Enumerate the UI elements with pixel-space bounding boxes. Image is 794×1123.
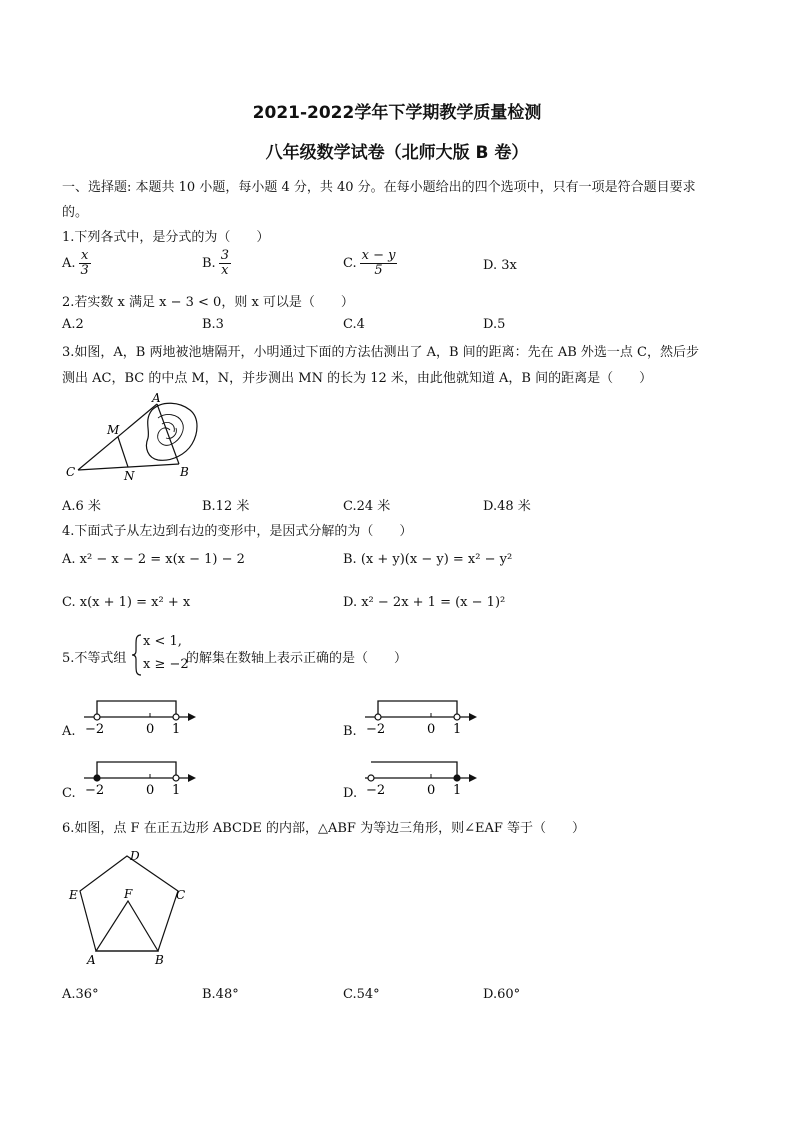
q5-c-tick-neg2: −2 bbox=[85, 783, 105, 798]
q5-option-b-numberline bbox=[361, 696, 481, 738]
q6-option-b: B.48° bbox=[202, 987, 239, 1002]
q1-b-denominator: x bbox=[221, 263, 229, 278]
q6-label-e: E bbox=[69, 888, 78, 902]
q3-option-c: C.24 米 bbox=[343, 499, 391, 514]
q6-option-a: A.36° bbox=[62, 987, 99, 1002]
q5-option-a-numberline bbox=[80, 696, 200, 738]
q2-option-a: A.2 bbox=[62, 317, 84, 332]
q3-label-m: M bbox=[107, 423, 120, 437]
q1-a-denominator: 3 bbox=[80, 263, 89, 278]
q5-b-tick-neg2: −2 bbox=[366, 722, 386, 737]
section-intro-line2: 的。 bbox=[62, 205, 89, 220]
q3-segment-ca bbox=[78, 404, 157, 470]
q4-option-b: B. (x + y)(x − y) = x² − y² bbox=[343, 552, 513, 567]
q5-stem-prefix: 5.不等式组 bbox=[62, 651, 127, 666]
q1-option-a-fraction bbox=[79, 249, 91, 278]
q3-option-b: B.12 米 bbox=[202, 499, 250, 514]
q4-stem: 4.下面式子从左边到右边的变形中，是因式分解的为（ ） bbox=[62, 524, 413, 539]
q5-stem-suffix: 的解集在数轴上表示正确的是（ ） bbox=[186, 651, 408, 666]
q6-equilateral-triangle bbox=[96, 901, 158, 951]
q1-option-b-label: B. bbox=[202, 256, 216, 271]
q3-option-d: D.48 米 bbox=[483, 499, 531, 514]
q1-option-c-label: C. bbox=[343, 256, 357, 271]
q4-option-d: D. x² − 2x + 1 = (x − 1)² bbox=[343, 595, 506, 610]
q5-option-d-numberline bbox=[361, 757, 481, 799]
q1-option-b bbox=[202, 249, 231, 278]
q1-option-a-label: A. bbox=[62, 256, 76, 271]
q5-a-tick-1: 1 bbox=[172, 722, 181, 737]
q5-option-c-numberline bbox=[80, 757, 200, 799]
q1-option-d: D. 3x bbox=[483, 258, 517, 273]
q2-stem: 2.若实数 x 满足 x − 3 < 0，则 x 可以是（ ） bbox=[62, 295, 354, 310]
q5-c-tick-1: 1 bbox=[172, 783, 181, 798]
q5-a-tick-neg2: −2 bbox=[85, 722, 105, 737]
q3-stem-line2: 测出 AC，BC 的中点 M，N，并步测出 MN 的长为 12 米，由此他就知道 A，B 间的距离是（ ） bbox=[62, 371, 653, 386]
q5-system-line1: x < 1, bbox=[143, 634, 182, 649]
q1-stem: 1.下列各式中，是分式的为（ ） bbox=[62, 230, 270, 245]
exam-title: 2021-2022学年下学期教学质量检测 bbox=[252, 103, 542, 123]
q5-system-brace bbox=[130, 633, 144, 677]
q1-c-denominator: 5 bbox=[374, 263, 383, 278]
q5-a-tick-0: 0 bbox=[146, 722, 155, 737]
q2-option-b: B.3 bbox=[202, 317, 224, 332]
q3-option-a: A.6 米 bbox=[62, 499, 101, 514]
q6-label-c: C bbox=[176, 888, 186, 902]
q3-label-c: C bbox=[66, 465, 76, 479]
q6-pentagon-figure bbox=[62, 845, 202, 970]
q1-a-numerator: x bbox=[79, 249, 91, 264]
exam-subtitle: 八年级数学试卷（北师大版 B 卷） bbox=[265, 143, 529, 163]
q5-d-tick-1: 1 bbox=[453, 783, 462, 798]
q1-b-numerator: 3 bbox=[220, 248, 229, 263]
q4-option-c: C. x(x + 1) = x² + x bbox=[62, 595, 191, 610]
q5-c-tick-0: 0 bbox=[146, 783, 155, 798]
q3-pond-shape bbox=[146, 403, 197, 460]
q5-option-d-label: D. bbox=[343, 786, 358, 801]
q4-option-a: A. x² − x − 2 = x(x − 1) − 2 bbox=[62, 552, 245, 567]
q6-stem: 6.如图，点 F 在正五边形 ABCDE 的内部，△ABF 为等边三角形，则∠EAF 等于（ ） bbox=[62, 821, 586, 836]
q5-option-c-label: C. bbox=[62, 786, 76, 801]
q2-option-d: D.5 bbox=[483, 317, 506, 332]
q5-d-tick-neg2: −2 bbox=[366, 783, 386, 798]
q3-segment-mn bbox=[118, 437, 128, 467]
q2-option-c: C.4 bbox=[343, 317, 365, 332]
q6-label-b: B bbox=[155, 953, 164, 967]
q1-c-numerator: x − y bbox=[361, 248, 396, 263]
q5-option-a-label: A. bbox=[62, 724, 76, 739]
q3-label-a: A bbox=[152, 391, 161, 405]
q3-stem-line1: 3.如图，A，B 两地被池塘隔开，小明通过下面的方法估测出了 A，B 间的距离：先在 AB 外选一点 C，然后步 bbox=[62, 345, 699, 360]
q1-option-c bbox=[343, 249, 397, 278]
q1-option-c-fraction bbox=[360, 249, 398, 278]
q6-label-d: D bbox=[130, 849, 140, 863]
q5-b-tick-1: 1 bbox=[453, 722, 462, 737]
q6-label-f: F bbox=[124, 887, 133, 901]
section-intro-line1: 一、选择题: 本题共 10 小题，每小题 4 分，共 40 分。在每小题给出的四个选项中，只有一项是符合题目要求 bbox=[62, 180, 696, 195]
q6-option-c: C.54° bbox=[343, 987, 380, 1002]
q5-system-line2: x ≥ −2 bbox=[143, 657, 189, 672]
q1-option-b-fraction bbox=[219, 249, 231, 278]
q1-option-a bbox=[62, 249, 91, 278]
q5-option-b-label: B. bbox=[343, 724, 357, 739]
q5-d-tick-0: 0 bbox=[427, 783, 436, 798]
q3-label-b: B bbox=[180, 465, 189, 479]
q6-option-d: D.60° bbox=[483, 987, 521, 1002]
q3-label-n: N bbox=[124, 469, 135, 482]
q5-b-tick-0: 0 bbox=[427, 722, 436, 737]
q3-triangle-figure bbox=[62, 390, 212, 482]
q6-label-a: A bbox=[87, 953, 96, 967]
